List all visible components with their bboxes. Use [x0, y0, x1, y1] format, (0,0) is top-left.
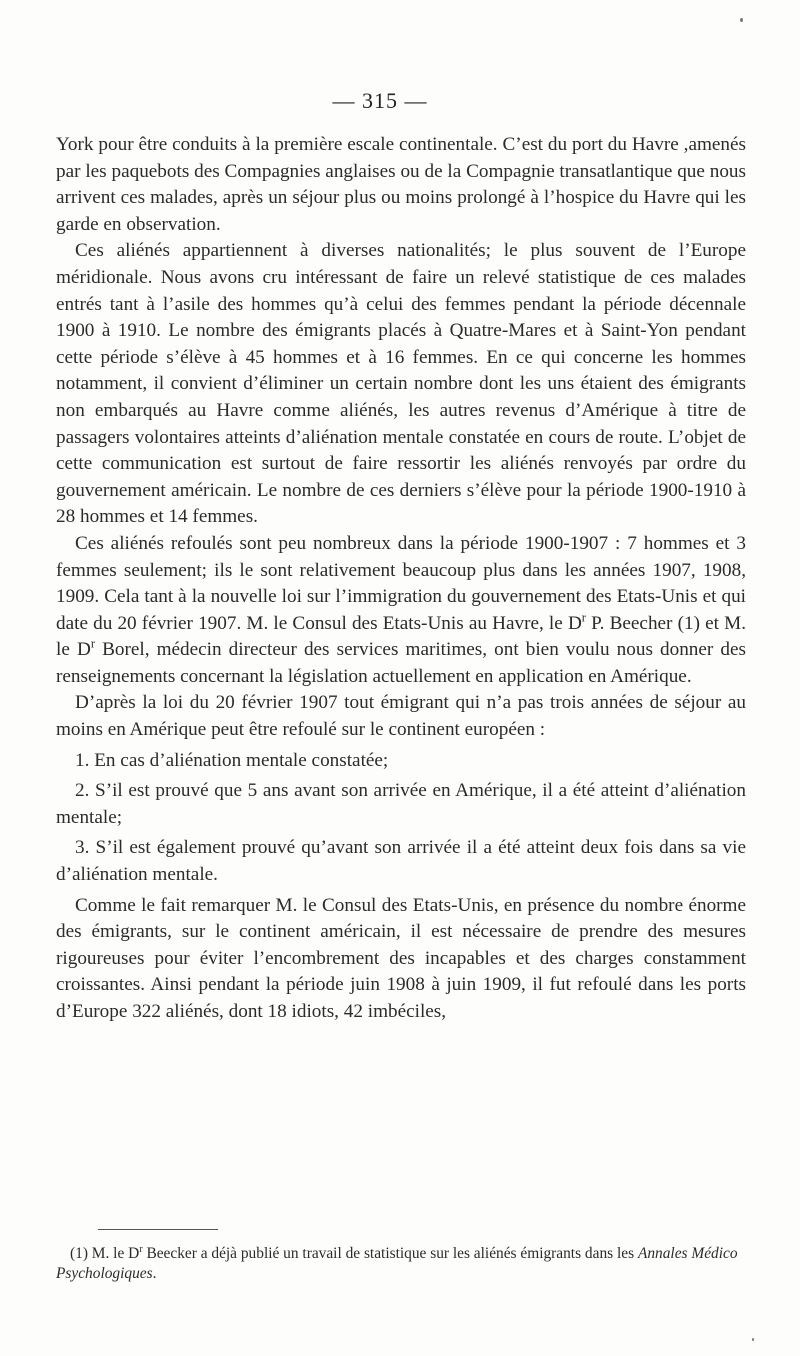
list-item: 3. S’il est également prouvé qu’avant son arrivée il a été atteint deux fois dans sa vie d’aliénation mentale.: [56, 837, 746, 886]
paragraph: Comme le fait remarquer M. le Consul des Etats-Unis, en présence du nombre énorme des émigrants, sur le continent américain, il est nécessaire de prendre des mesures rigoureuses pour éviter l’encombrement des incapables et des charges constamment croissantes. Ainsi pendant la période juin 1908 à juin 1909, il fut refoulé dans les ports d’Europe 322 aliénés, dont 18 idiots, 42 imbéciles,: [56, 894, 746, 1022]
paragraph: [56, 531, 746, 691]
footnote-divider: [98, 1229, 218, 1230]
list-item: 1. En cas d’aliénation mentale constatée;: [75, 749, 389, 771]
text-run: (1) M. le D: [70, 1245, 140, 1262]
body-text: [56, 132, 746, 1026]
text-run: Borel, médecin directeur des services maritimes, ont bien voulu nous donner des renseignements concernant la législation actuellement en application en Amérique.: [56, 639, 746, 687]
footnote: [56, 1244, 756, 1284]
superscript: r: [90, 636, 95, 651]
list-item: 2. S’il est prouvé que 5 ans avant son arrivée en Amérique, il a été atteint d’aliénation mentale;: [56, 780, 746, 828]
superscript: r: [139, 1243, 143, 1255]
ink-speck: [752, 1338, 754, 1341]
text-run: Beecker a déjà publié un travail de statistique sur les aliénés émigrants dans les: [142, 1245, 638, 1262]
ink-speck: [740, 18, 743, 22]
footnote-text: [56, 1244, 756, 1284]
paragraph: Ces aliénés appartiennent à diverses nationalités; le plus souvent de l’Europe méridionale. Nous avons cru intéressant de faire un relevé statistique de ces malades entrés tant à l’asile des hommes qu’à celui des femmes pendant la période décennale 1900 à 1910. Le nombre des émigrants placés à Quatre-Mares et à Saint-Yon pendant cette période s’élève à 45 hommes et à 16 femmes. En ce qui concerne les hommes notamment, il convient d’éliminer un certain nombre dont les uns étaient des émigrants non embarqués au Havre comme aliénés, les autres revenus d’Amérique à titre de passagers volontaires atteints d’aliénation mentale constatée en cours de route. L’objet de cette communication est surtout de faire ressortir les aliénés renvoyés par ordre du gouvernement américain. Le nombre de ces derniers s’élève pour la période 1900-1910 à 28 hommes et 14 femmes.: [56, 240, 746, 528]
journal-title: Annales Médico Psychologiques: [56, 1245, 738, 1282]
text-run: Ces aliénés refoulés sont peu nombreux dans la période 1900-1907 : 7 hommes et 3 femmes seulement; ils le sont relativement beaucoup plus dans les années 1907, 1908, 1909. Cela tant à la nouvelle loi sur l’immigration du gouvernement des Etats-Unis et qui date du 20 février 1907. M. le Consul des Etats-Unis au Havre, le D: [56, 532, 746, 634]
paragraph: York pour être conduits à la première escale continentale. C’est du port du Havre ,amenés par les paquebots des Compagnies anglaises ou de la Compagnie transatlantique que nous arrivent ces malades, après un séjour plus ou moins prolongé à l’hospice du Havre qui les garde en observation.: [56, 134, 746, 235]
page-number: — 315 —: [332, 88, 428, 113]
paragraph: D’après la loi du 20 février 1907 tout émigrant qui n’a pas trois années de séjour au moins en Amérique peut être refoulé sur le continent européen :: [56, 692, 746, 741]
superscript: r: [581, 610, 586, 625]
text-run: .: [152, 1265, 157, 1282]
text-run: P. Beecher (1) et M. le D: [56, 612, 746, 661]
